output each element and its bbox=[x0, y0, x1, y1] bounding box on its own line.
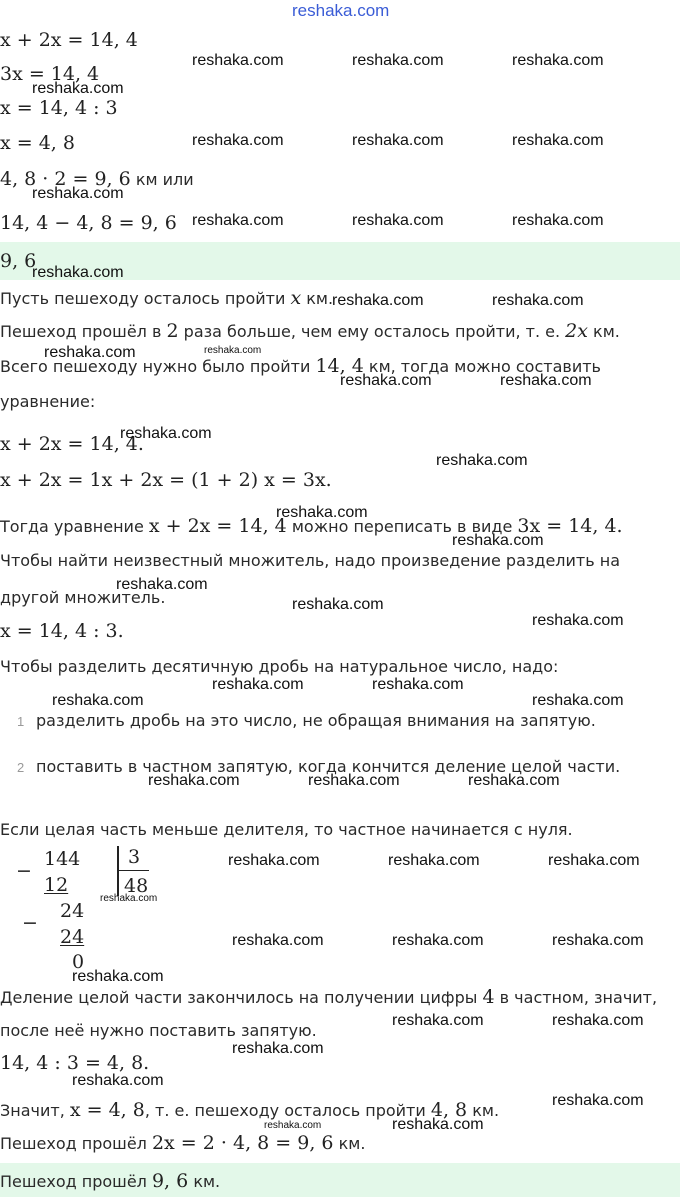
paragraph-8: Деление целой части закончилось на получении цифры 4 в частном, значит, bbox=[0, 986, 658, 1008]
watermark-stamp: reshaka.com bbox=[352, 212, 444, 229]
equation-3: x = 14, 4 : 3. bbox=[0, 620, 124, 642]
paragraph-7: Если целая часть меньше делителя, то частное начинается с нуля. bbox=[0, 820, 573, 839]
rule-2-number: 2 bbox=[17, 760, 25, 775]
paragraph-6: Чтобы разделить десятичную дробь на натуральное число, надо: bbox=[0, 657, 559, 676]
solution-line-1: x + 2x = 14, 4 bbox=[0, 29, 138, 51]
watermark-stamp: reshaka.com bbox=[32, 185, 124, 202]
watermark-stamp: reshaka.com bbox=[352, 52, 444, 69]
watermark-stamp: reshaka.com bbox=[52, 692, 144, 709]
paragraph-2: Пешеход прошёл в 2 раза больше, чем ему осталось пройти, т. е. 2x км. bbox=[0, 320, 620, 342]
watermark-stamp: reshaka.com bbox=[512, 132, 604, 149]
division-remainder-1: 24 bbox=[60, 900, 85, 922]
watermark-stamp: reshaka.com bbox=[308, 772, 400, 789]
equation-2: x + 2x = 1x + 2x = (1 + 2) x = 3x. bbox=[0, 469, 332, 491]
paragraph-5-cont: другой множитель. bbox=[0, 588, 166, 607]
division-quotient: 48 bbox=[124, 875, 149, 897]
watermark-stamp: reshaka.com bbox=[72, 1072, 164, 1089]
watermark-stamp: reshaka.com bbox=[32, 80, 124, 97]
division-minus-2: − bbox=[22, 912, 38, 934]
watermark-stamp: reshaka.com bbox=[512, 52, 604, 69]
paragraph-9: Значит, x = 4, 8, т. е. пешеходу осталось пройти 4, 8 км. bbox=[0, 1099, 500, 1121]
watermark-stamp-small: reshaka.com bbox=[204, 345, 262, 356]
watermark-stamp: reshaka.com bbox=[512, 212, 604, 229]
paragraph-4: Тогда уравнение x + 2x = 14, 4 можно переписать в виде 3x = 14, 4. bbox=[0, 515, 623, 537]
watermark-stamp: reshaka.com bbox=[232, 932, 324, 949]
watermark-stamp: reshaka.com bbox=[552, 1092, 644, 1109]
equation-1: x + 2x = 14, 4. bbox=[0, 433, 144, 455]
paragraph-3: Всего пешеходу нужно было пройти 14, 4 км, тогда можно составить bbox=[0, 355, 601, 377]
division-horizontal-bar bbox=[119, 870, 149, 871]
watermark-stamp: reshaka.com bbox=[276, 504, 368, 521]
watermark-stamp: reshaka.com bbox=[192, 52, 284, 69]
watermark-stamp: reshaka.com bbox=[116, 576, 208, 593]
final-answer: Пешеход прошёл 9, 6 км. bbox=[0, 1170, 221, 1192]
solution-line-5-text: км или bbox=[135, 170, 194, 189]
watermark-stamp: reshaka.com bbox=[552, 932, 644, 949]
watermark-stamp: reshaka.com bbox=[548, 852, 640, 869]
site-header[interactable]: reshaka.com bbox=[292, 1, 390, 20]
division-divisor: 3 bbox=[128, 846, 141, 868]
division-subtrahend-2: 24 bbox=[60, 926, 85, 948]
equation-4: 14, 4 : 3 = 4, 8. bbox=[0, 1052, 150, 1074]
watermark-stamp: reshaka.com bbox=[44, 344, 136, 361]
watermark-stamp: reshaka.com bbox=[492, 292, 584, 309]
solution-line-2: 3x = 14, 4 bbox=[0, 63, 100, 85]
paragraph-1: Пусть пешеходу осталось пройти x км. bbox=[0, 287, 334, 309]
watermark-stamp: reshaka.com bbox=[32, 264, 124, 281]
solution-line-4: x = 4, 8 bbox=[0, 132, 75, 154]
watermark-stamp: reshaka.com bbox=[352, 132, 444, 149]
watermark-stamp: reshaka.com bbox=[532, 612, 624, 629]
watermark-stamp: reshaka.com bbox=[292, 596, 384, 613]
watermark-stamp-small: reshaka.com bbox=[100, 893, 158, 904]
watermark-stamp: reshaka.com bbox=[372, 676, 464, 693]
watermark-stamp: reshaka.com bbox=[392, 1012, 484, 1029]
solution-line-6: 14, 4 − 4, 8 = 9, 6 bbox=[0, 212, 177, 234]
solution-line-5-math: 4, 8 · 2 = 9, 6 bbox=[0, 168, 131, 190]
watermark-stamp: reshaka.com bbox=[340, 372, 432, 389]
watermark-stamp: reshaka.com bbox=[232, 1040, 324, 1057]
watermark-stamp: reshaka.com bbox=[468, 772, 560, 789]
solution-line-3: x = 14, 4 : 3 bbox=[0, 97, 118, 119]
watermark-stamp: reshaka.com bbox=[228, 852, 320, 869]
watermark-stamp: reshaka.com bbox=[532, 692, 624, 709]
watermark-stamp: reshaka.com bbox=[392, 1116, 484, 1133]
watermark-stamp: reshaka.com bbox=[500, 372, 592, 389]
watermark-stamp: reshaka.com bbox=[212, 676, 304, 693]
division-subtrahend-1: 12 bbox=[44, 874, 69, 896]
rule-2-text: поставить в частном запятую, когда кончится деление целой части. bbox=[36, 757, 621, 776]
watermark-stamp: reshaka.com bbox=[192, 132, 284, 149]
rule-1-text: разделить дробь на это число, не обращая внимания на запятую. bbox=[36, 711, 596, 730]
paragraph-10: Пешеход прошёл 2x = 2 · 4, 8 = 9, 6 км. bbox=[0, 1132, 366, 1154]
watermark-stamp: reshaka.com bbox=[120, 425, 212, 442]
watermark-stamp: reshaka.com bbox=[72, 968, 164, 985]
paragraph-5: Чтобы найти неизвестный множитель, надо произведение разделить на bbox=[0, 551, 621, 570]
division-minus-1: − bbox=[16, 860, 32, 882]
answer-value: 9, 6 bbox=[0, 250, 37, 272]
watermark-stamp: reshaka.com bbox=[192, 212, 284, 229]
watermark-stamp: reshaka.com bbox=[552, 1012, 644, 1029]
watermark-stamp: reshaka.com bbox=[436, 452, 528, 469]
division-remainder-2: 0 bbox=[72, 951, 85, 973]
watermark-stamp: reshaka.com bbox=[148, 772, 240, 789]
paragraph-3-cont: уравнение: bbox=[0, 392, 96, 411]
rule-1-number: 1 bbox=[17, 714, 25, 729]
watermark-stamp: reshaka.com bbox=[332, 292, 424, 309]
watermark-stamp: reshaka.com bbox=[388, 852, 480, 869]
division-vertical-bar bbox=[117, 846, 119, 896]
watermark-stamp: reshaka.com bbox=[452, 532, 544, 549]
paragraph-8-cont: после неё нужно поставить запятую. bbox=[0, 1021, 317, 1040]
watermark-stamp: reshaka.com bbox=[392, 932, 484, 949]
watermark-stamp-small: reshaka.com bbox=[264, 1120, 322, 1131]
division-dividend: 144 bbox=[44, 848, 81, 870]
